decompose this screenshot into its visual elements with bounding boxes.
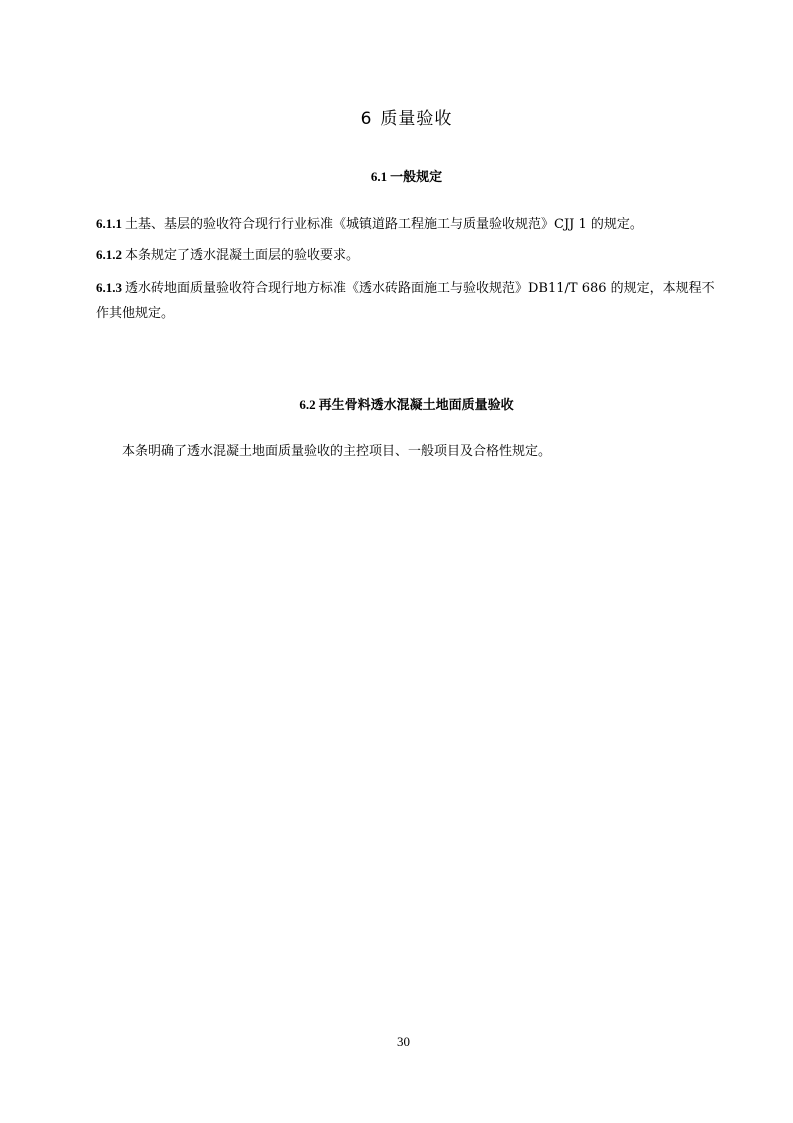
chapter-title-text: 质量验收 <box>380 109 453 129</box>
section-6-2-paragraph: 本条明确了透水混凝土地面质量验收的主控项目、一般项目及合格性规定。 <box>122 444 552 459</box>
clause-text: 本条规定了透水混凝土面层的验收要求。 <box>125 248 360 263</box>
clause-text: 透水砖地面质量验收符合现行地方标准《透水砖路面施工与验收规范》DB11/T 686 的规定，本规程不作其他规定。 <box>96 281 715 321</box>
section-title-text: 再生骨料透水混凝土地面质量验收 <box>318 398 514 413</box>
chapter-number: 6 <box>360 109 373 129</box>
section-heading-6-1 <box>0 166 793 185</box>
clause-6-1-2 <box>96 242 716 268</box>
clause-number: 6.1.1 <box>96 216 122 231</box>
clause-number: 6.1.2 <box>96 247 122 262</box>
clause-6-1-3 <box>96 275 716 326</box>
clause-6-1-1 <box>96 211 716 237</box>
chapter-title <box>0 104 793 129</box>
section-number: 6.1 <box>370 169 388 184</box>
section-heading-6-2 <box>0 394 793 413</box>
section-number: 6.2 <box>299 397 316 412</box>
clause-number: 6.1.3 <box>96 280 122 295</box>
clause-text: 土基、基层的验收符合现行行业标准《城镇道路工程施工与质量验收规范》CJJ 1 的规定。 <box>125 217 643 232</box>
page-number: 30 <box>397 1034 410 1049</box>
section-title-text: 一般规定 <box>390 170 443 185</box>
